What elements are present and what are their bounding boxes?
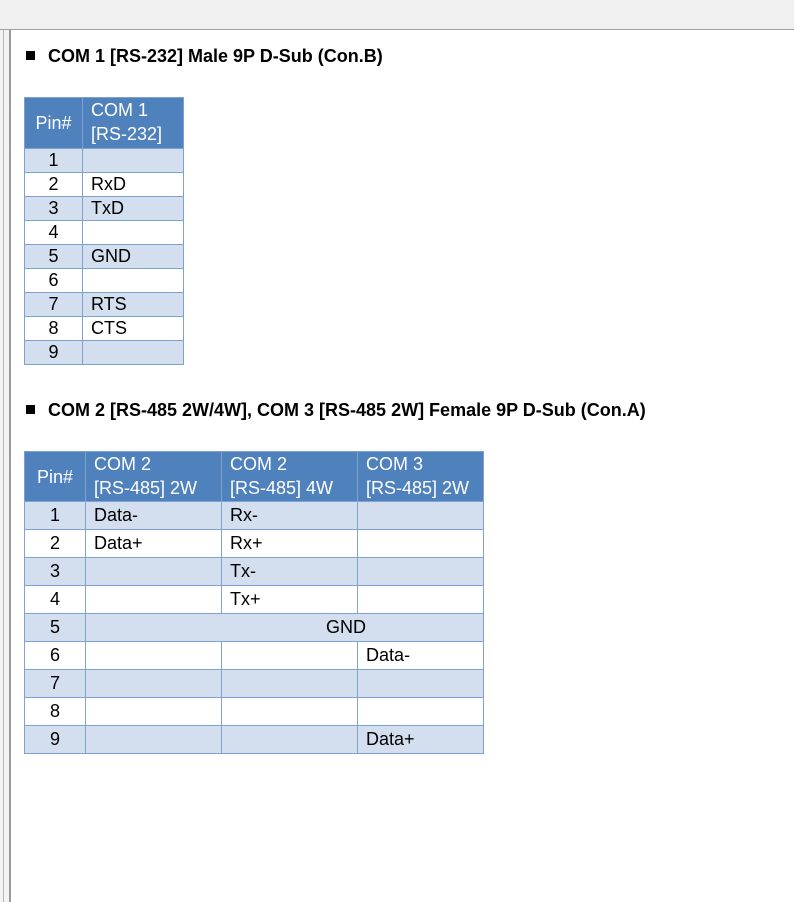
table-row bbox=[25, 341, 184, 365]
com3-2w-column-header bbox=[358, 452, 484, 502]
pin-number: 8 bbox=[25, 317, 83, 341]
signal-cell: GND bbox=[83, 245, 184, 269]
signal-cell: CTS bbox=[83, 317, 184, 341]
top-toolbar bbox=[0, 0, 794, 30]
table-row bbox=[25, 269, 184, 293]
signal-cell bbox=[86, 586, 222, 614]
signal-cell: Data- bbox=[358, 642, 484, 670]
header-line: [RS-485] 4W bbox=[230, 478, 334, 498]
signal-cell bbox=[86, 670, 222, 698]
signal-cell: Rx+ bbox=[222, 530, 358, 558]
pin-number: 7 bbox=[25, 670, 86, 698]
signal-cell bbox=[86, 642, 222, 670]
table-header-row bbox=[25, 98, 184, 149]
table-row bbox=[25, 245, 184, 269]
table-row bbox=[25, 642, 484, 670]
signal-cell: RTS bbox=[83, 293, 184, 317]
header-line: [RS-485] 2W bbox=[366, 478, 470, 498]
pin-number: 3 bbox=[25, 197, 83, 221]
pin-number: 3 bbox=[25, 558, 86, 586]
signal-cell bbox=[83, 149, 184, 173]
pin-number: 2 bbox=[25, 530, 86, 558]
signal-cell bbox=[222, 670, 358, 698]
signal-cell: Tx+ bbox=[222, 586, 358, 614]
pin-number: 6 bbox=[25, 269, 83, 293]
signal-cell bbox=[222, 726, 358, 754]
table-row bbox=[25, 726, 484, 754]
signal-cell bbox=[358, 698, 484, 726]
section-heading-text: COM 1 [RS-232] Male 9P D-Sub (Con.B) bbox=[48, 46, 383, 66]
section-heading-com1 bbox=[26, 46, 383, 67]
pin-number: 2 bbox=[25, 173, 83, 197]
section-heading-text: COM 2 [RS-485 2W/4W], COM 3 [RS-485 2W] Female 9P D-Sub (Con.A) bbox=[48, 400, 646, 420]
pin-column-header: Pin# bbox=[25, 98, 83, 149]
table-row bbox=[25, 670, 484, 698]
signal-cell: RxD bbox=[83, 173, 184, 197]
table-row bbox=[25, 197, 184, 221]
table-row bbox=[25, 698, 484, 726]
header-line: COM 3 bbox=[366, 454, 424, 474]
signal-cell bbox=[358, 558, 484, 586]
signal-cell bbox=[222, 698, 358, 726]
header-line: [RS-485] 2W bbox=[94, 478, 198, 498]
left-margin-line bbox=[9, 30, 11, 902]
left-ruler-line bbox=[3, 30, 4, 902]
signal-cell: TxD bbox=[83, 197, 184, 221]
signal-cell: Tx- bbox=[222, 558, 358, 586]
pin-number: 5 bbox=[25, 614, 86, 642]
table-row bbox=[25, 293, 184, 317]
header-line: COM 1 bbox=[91, 100, 149, 120]
pin-number: 9 bbox=[25, 726, 86, 754]
table-header-row bbox=[25, 452, 484, 502]
signal-cell bbox=[222, 642, 358, 670]
pin-number: 1 bbox=[25, 502, 86, 530]
table-row bbox=[25, 149, 184, 173]
merged-signal-cell: GND bbox=[86, 614, 484, 642]
com1-pin-table bbox=[24, 97, 184, 365]
table-row bbox=[25, 614, 484, 642]
header-line: COM 2 bbox=[94, 454, 152, 474]
signal-cell bbox=[358, 530, 484, 558]
signal-cell: Data+ bbox=[86, 530, 222, 558]
square-bullet-icon bbox=[26, 51, 35, 60]
signal-cell: Rx- bbox=[222, 502, 358, 530]
signal-cell bbox=[358, 586, 484, 614]
table-row bbox=[25, 173, 184, 197]
com2-com3-pin-table bbox=[24, 451, 484, 754]
pin-number: 5 bbox=[25, 245, 83, 269]
table-row bbox=[25, 221, 184, 245]
signal-cell bbox=[83, 221, 184, 245]
table-row bbox=[25, 558, 484, 586]
pin-number: 4 bbox=[25, 221, 83, 245]
square-bullet-icon bbox=[26, 405, 35, 414]
pin-number: 7 bbox=[25, 293, 83, 317]
com1-column-header bbox=[83, 98, 184, 149]
signal-cell bbox=[83, 269, 184, 293]
pin-number: 4 bbox=[25, 586, 86, 614]
pin-number: 8 bbox=[25, 698, 86, 726]
table-row bbox=[25, 586, 484, 614]
com2-4w-column-header bbox=[222, 452, 358, 502]
pin-number: 1 bbox=[25, 149, 83, 173]
signal-cell bbox=[86, 698, 222, 726]
header-line: COM 2 bbox=[230, 454, 288, 474]
signal-cell: Data- bbox=[86, 502, 222, 530]
pin-number: 9 bbox=[25, 341, 83, 365]
signal-cell bbox=[86, 726, 222, 754]
signal-cell: Data+ bbox=[358, 726, 484, 754]
table-row bbox=[25, 502, 484, 530]
signal-cell bbox=[83, 341, 184, 365]
pin-column-header: Pin# bbox=[25, 452, 86, 502]
header-line: [RS-232] bbox=[91, 124, 163, 144]
signal-cell bbox=[358, 502, 484, 530]
section-heading-com2-com3 bbox=[26, 400, 646, 421]
com2-2w-column-header bbox=[86, 452, 222, 502]
table-row bbox=[25, 530, 484, 558]
signal-cell bbox=[358, 670, 484, 698]
pin-number: 6 bbox=[25, 642, 86, 670]
signal-cell bbox=[86, 558, 222, 586]
table-row bbox=[25, 317, 184, 341]
